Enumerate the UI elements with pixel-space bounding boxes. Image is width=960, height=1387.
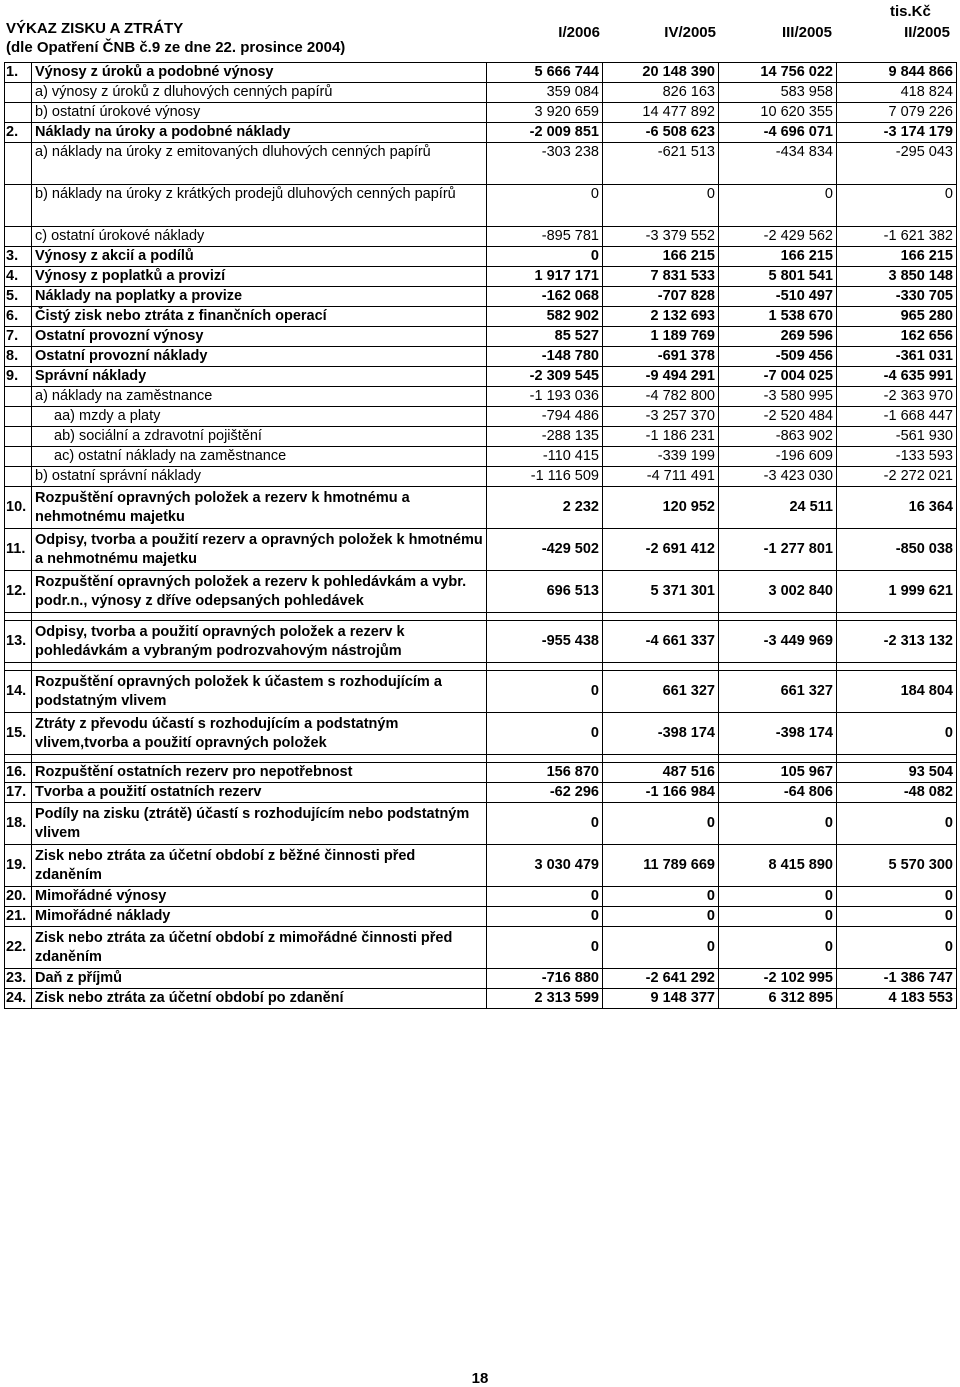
value-cell: -2 641 292 bbox=[603, 969, 719, 989]
value-cell: -1 166 984 bbox=[603, 783, 719, 803]
value-cell: 582 902 bbox=[487, 307, 603, 327]
value-cell: -3 174 179 bbox=[837, 123, 957, 143]
value-cell: 0 bbox=[603, 927, 719, 969]
row-label: Rozpuštění opravných položek a rezerv k pohledávkám a vybr. podr.n., výnosy z dříve odepsaných pohledávek bbox=[32, 571, 487, 613]
value-cell: -7 004 025 bbox=[719, 367, 837, 387]
value-cell: 0 bbox=[719, 927, 837, 969]
value-cell: -1 277 801 bbox=[719, 529, 837, 571]
row-label: b) náklady na úroky z krátkých prodejů dluhových cenných papírů bbox=[32, 185, 487, 227]
row-number: 13. bbox=[5, 621, 32, 663]
value-cell: 3 920 659 bbox=[487, 103, 603, 123]
value-cell: 5 570 300 bbox=[837, 845, 957, 887]
row-label: Výnosy z poplatků a provizí bbox=[32, 267, 487, 287]
table-row bbox=[5, 347, 957, 367]
value-cell: 2 313 599 bbox=[487, 989, 603, 1009]
row-label: c) ostatní úrokové náklady bbox=[32, 227, 487, 247]
value-cell: 0 bbox=[719, 185, 837, 227]
value-cell: -794 486 bbox=[487, 407, 603, 427]
row-number: 2. bbox=[5, 123, 32, 143]
value-cell: -1 186 231 bbox=[603, 427, 719, 447]
value-cell: 166 215 bbox=[837, 247, 957, 267]
value-cell: 0 bbox=[487, 185, 603, 227]
row-label: Zisk nebo ztráta za účetní období z běžné činnosti před zdaněním bbox=[32, 845, 487, 887]
table-row bbox=[5, 185, 957, 227]
value-cell: -295 043 bbox=[837, 143, 957, 185]
value-cell: 120 952 bbox=[603, 487, 719, 529]
row-number: 12. bbox=[5, 571, 32, 613]
table-row bbox=[5, 267, 957, 287]
page-number: 18 bbox=[471, 1370, 489, 1387]
value-cell: 418 824 bbox=[837, 83, 957, 103]
value-cell: 0 bbox=[837, 887, 957, 907]
table-row bbox=[5, 487, 957, 529]
value-cell: -1 386 747 bbox=[837, 969, 957, 989]
value-cell: 661 327 bbox=[603, 671, 719, 713]
row-label: Náklady na poplatky a provize bbox=[32, 287, 487, 307]
table-row bbox=[5, 387, 957, 407]
row-label: Daň z příjmů bbox=[32, 969, 487, 989]
row-label: Čistý zisk nebo ztráta z finančních operací bbox=[32, 307, 487, 327]
table-row bbox=[5, 407, 957, 427]
value-cell: 162 656 bbox=[837, 327, 957, 347]
value-cell: -162 068 bbox=[487, 287, 603, 307]
value-cell: 0 bbox=[719, 907, 837, 927]
row-number bbox=[5, 387, 32, 407]
row-label: b) ostatní správní náklady bbox=[32, 467, 487, 487]
value-cell: -1 193 036 bbox=[487, 387, 603, 407]
row-number bbox=[5, 407, 32, 427]
table-row bbox=[5, 887, 957, 907]
row-label: a) náklady na úroky z emitovaných dluhových cenných papírů bbox=[32, 143, 487, 185]
table-row bbox=[5, 969, 957, 989]
row-label: a) náklady na zaměstnance bbox=[32, 387, 487, 407]
spacer-row bbox=[5, 663, 957, 671]
value-cell: -1 621 382 bbox=[837, 227, 957, 247]
value-cell: -303 238 bbox=[487, 143, 603, 185]
value-cell: -4 635 991 bbox=[837, 367, 957, 387]
value-cell: 583 958 bbox=[719, 83, 837, 103]
value-cell: 166 215 bbox=[603, 247, 719, 267]
value-cell: 7 831 533 bbox=[603, 267, 719, 287]
value-cell: 0 bbox=[603, 185, 719, 227]
value-cell: -2 429 562 bbox=[719, 227, 837, 247]
row-number: 1. bbox=[5, 63, 32, 83]
table-row bbox=[5, 783, 957, 803]
row-number bbox=[5, 83, 32, 103]
value-cell: 9 148 377 bbox=[603, 989, 719, 1009]
value-cell: 696 513 bbox=[487, 571, 603, 613]
row-number: 24. bbox=[5, 989, 32, 1009]
value-cell: 487 516 bbox=[603, 763, 719, 783]
value-cell: -4 711 491 bbox=[603, 467, 719, 487]
value-cell: -2 102 995 bbox=[719, 969, 837, 989]
report-subtitle: (dle Opatření ČNB č.9 ze dne 22. prosince 2004) bbox=[6, 39, 346, 56]
value-cell: -561 930 bbox=[837, 427, 957, 447]
row-number: 18. bbox=[5, 803, 32, 845]
value-cell: -429 502 bbox=[487, 529, 603, 571]
value-cell: -133 593 bbox=[837, 447, 957, 467]
value-cell: -62 296 bbox=[487, 783, 603, 803]
table-row bbox=[5, 63, 957, 83]
value-cell: 2 132 693 bbox=[603, 307, 719, 327]
row-label: Ostatní provozní výnosy bbox=[32, 327, 487, 347]
value-cell: -148 780 bbox=[487, 347, 603, 367]
value-cell: 661 327 bbox=[719, 671, 837, 713]
row-label: Výnosy z akcií a podílů bbox=[32, 247, 487, 267]
value-cell: -510 497 bbox=[719, 287, 837, 307]
table-row bbox=[5, 427, 957, 447]
value-cell: 184 804 bbox=[837, 671, 957, 713]
row-number: 19. bbox=[5, 845, 32, 887]
value-cell: -3 423 030 bbox=[719, 467, 837, 487]
column-header-3: III/2005 bbox=[781, 24, 832, 41]
value-cell: 0 bbox=[487, 671, 603, 713]
row-number: 21. bbox=[5, 907, 32, 927]
value-cell: 5 371 301 bbox=[603, 571, 719, 613]
value-cell: -1 116 509 bbox=[487, 467, 603, 487]
value-cell: 156 870 bbox=[487, 763, 603, 783]
row-label: Odpisy, tvorba a použití opravných položek a rezerv k pohledávkám a vybraným podrozvahovým nástrojům bbox=[32, 621, 487, 663]
row-label: Mimořádné výnosy bbox=[32, 887, 487, 907]
value-cell: -2 309 545 bbox=[487, 367, 603, 387]
row-number: 5. bbox=[5, 287, 32, 307]
row-number: 16. bbox=[5, 763, 32, 783]
value-cell: 14 756 022 bbox=[719, 63, 837, 83]
table-row bbox=[5, 713, 957, 755]
value-cell: -64 806 bbox=[719, 783, 837, 803]
table-row bbox=[5, 327, 957, 347]
row-label: ac) ostatní náklady na zaměstnance bbox=[32, 447, 487, 467]
value-cell: 826 163 bbox=[603, 83, 719, 103]
value-cell: -110 415 bbox=[487, 447, 603, 467]
row-number: 17. bbox=[5, 783, 32, 803]
value-cell: -691 378 bbox=[603, 347, 719, 367]
value-cell: 2 232 bbox=[487, 487, 603, 529]
value-cell: 0 bbox=[719, 887, 837, 907]
value-cell: 4 183 553 bbox=[837, 989, 957, 1009]
row-number: 8. bbox=[5, 347, 32, 367]
value-cell: -3 257 370 bbox=[603, 407, 719, 427]
value-cell: -2 691 412 bbox=[603, 529, 719, 571]
row-number bbox=[5, 143, 32, 185]
row-label: b) ostatní úrokové výnosy bbox=[32, 103, 487, 123]
value-cell: -4 782 800 bbox=[603, 387, 719, 407]
value-cell: 3 850 148 bbox=[837, 267, 957, 287]
profit-loss-table bbox=[4, 62, 957, 1009]
value-cell: 0 bbox=[487, 713, 603, 755]
value-cell: -955 438 bbox=[487, 621, 603, 663]
value-cell: 5 666 744 bbox=[487, 63, 603, 83]
table-row bbox=[5, 529, 957, 571]
row-number: 6. bbox=[5, 307, 32, 327]
value-cell: -3 580 995 bbox=[719, 387, 837, 407]
value-cell: -1 668 447 bbox=[837, 407, 957, 427]
row-label: Zisk nebo ztráta za účetní období po zdanění bbox=[32, 989, 487, 1009]
value-cell: -339 199 bbox=[603, 447, 719, 467]
value-cell: 0 bbox=[603, 887, 719, 907]
row-label: a) výnosy z úroků z dluhových cenných papírů bbox=[32, 83, 487, 103]
value-cell: 16 364 bbox=[837, 487, 957, 529]
table-row bbox=[5, 803, 957, 845]
row-number bbox=[5, 447, 32, 467]
table-row bbox=[5, 989, 957, 1009]
value-cell: -621 513 bbox=[603, 143, 719, 185]
value-cell: -2 272 021 bbox=[837, 467, 957, 487]
value-cell: 0 bbox=[487, 247, 603, 267]
row-label: Správní náklady bbox=[32, 367, 487, 387]
value-cell: -3 449 969 bbox=[719, 621, 837, 663]
table-row bbox=[5, 845, 957, 887]
row-number bbox=[5, 103, 32, 123]
value-cell: 359 084 bbox=[487, 83, 603, 103]
value-cell: 1 189 769 bbox=[603, 327, 719, 347]
value-cell: 10 620 355 bbox=[719, 103, 837, 123]
table-row bbox=[5, 367, 957, 387]
value-cell: 3 030 479 bbox=[487, 845, 603, 887]
row-number: 10. bbox=[5, 487, 32, 529]
value-cell: -509 456 bbox=[719, 347, 837, 367]
value-cell: 8 415 890 bbox=[719, 845, 837, 887]
column-header-2: IV/2005 bbox=[664, 24, 716, 41]
table-row bbox=[5, 621, 957, 663]
unit-label: tis.Kč bbox=[890, 3, 931, 20]
row-label: Tvorba a použití ostatních rezerv bbox=[32, 783, 487, 803]
report-title: VÝKAZ ZISKU A ZTRÁTY bbox=[6, 20, 184, 37]
value-cell: -398 174 bbox=[719, 713, 837, 755]
table-row bbox=[5, 103, 957, 123]
value-cell: 93 504 bbox=[837, 763, 957, 783]
value-cell: -48 082 bbox=[837, 783, 957, 803]
column-header-4: II/2005 bbox=[904, 24, 950, 41]
row-number: 7. bbox=[5, 327, 32, 347]
table-row bbox=[5, 123, 957, 143]
value-cell: 0 bbox=[487, 803, 603, 845]
table-row bbox=[5, 671, 957, 713]
row-label: ab) sociální a zdravotní pojištění bbox=[32, 427, 487, 447]
value-cell: 0 bbox=[487, 907, 603, 927]
row-number: 20. bbox=[5, 887, 32, 907]
row-number: 15. bbox=[5, 713, 32, 755]
table-row bbox=[5, 83, 957, 103]
value-cell: -288 135 bbox=[487, 427, 603, 447]
row-label: Výnosy z úroků a podobné výnosy bbox=[32, 63, 487, 83]
row-number bbox=[5, 467, 32, 487]
row-label: Ostatní provozní náklady bbox=[32, 347, 487, 367]
row-number bbox=[5, 427, 32, 447]
value-cell: -398 174 bbox=[603, 713, 719, 755]
row-number: 14. bbox=[5, 671, 32, 713]
row-number: 22. bbox=[5, 927, 32, 969]
value-cell: 105 967 bbox=[719, 763, 837, 783]
value-cell: 11 789 669 bbox=[603, 845, 719, 887]
value-cell: 166 215 bbox=[719, 247, 837, 267]
value-cell: 0 bbox=[719, 803, 837, 845]
row-label: Ztráty z převodu účastí s rozhodujícím a podstatným vlivem,tvorba a použití opravných položek bbox=[32, 713, 487, 755]
value-cell: 0 bbox=[487, 927, 603, 969]
table-row bbox=[5, 763, 957, 783]
value-cell: -2 009 851 bbox=[487, 123, 603, 143]
value-cell: 0 bbox=[837, 803, 957, 845]
value-cell: -2 313 132 bbox=[837, 621, 957, 663]
table-row bbox=[5, 447, 957, 467]
table-row bbox=[5, 571, 957, 613]
spacer-row bbox=[5, 755, 957, 763]
table-row bbox=[5, 307, 957, 327]
value-cell: 0 bbox=[837, 713, 957, 755]
row-number: 23. bbox=[5, 969, 32, 989]
row-label: aa) mzdy a platy bbox=[32, 407, 487, 427]
value-cell: -4 696 071 bbox=[719, 123, 837, 143]
value-cell: -850 038 bbox=[837, 529, 957, 571]
table-row bbox=[5, 287, 957, 307]
value-cell: 20 148 390 bbox=[603, 63, 719, 83]
value-cell: 0 bbox=[837, 185, 957, 227]
value-cell: 6 312 895 bbox=[719, 989, 837, 1009]
column-header-1: I/2006 bbox=[558, 24, 600, 41]
value-cell: 0 bbox=[837, 927, 957, 969]
row-label: Zisk nebo ztráta za účetní období z mimořádné činnosti před zdaněním bbox=[32, 927, 487, 969]
value-cell: 0 bbox=[603, 803, 719, 845]
row-label: Rozpuštění opravných položek a rezerv k hmotnému a nehmotnému majetku bbox=[32, 487, 487, 529]
value-cell: -361 031 bbox=[837, 347, 957, 367]
value-cell: 965 280 bbox=[837, 307, 957, 327]
value-cell: 0 bbox=[603, 907, 719, 927]
value-cell: 5 801 541 bbox=[719, 267, 837, 287]
row-label: Podíly na zisku (ztrátě) účastí s rozhodujícím nebo podstatným vlivem bbox=[32, 803, 487, 845]
row-number: 11. bbox=[5, 529, 32, 571]
row-number: 9. bbox=[5, 367, 32, 387]
row-number bbox=[5, 185, 32, 227]
value-cell: -707 828 bbox=[603, 287, 719, 307]
value-cell: -9 494 291 bbox=[603, 367, 719, 387]
row-label: Rozpuštění opravných položek k účastem s rozhodujícím a podstatným vlivem bbox=[32, 671, 487, 713]
row-label: Rozpuštění ostatních rezerv pro nepotřebnost bbox=[32, 763, 487, 783]
value-cell: 3 002 840 bbox=[719, 571, 837, 613]
value-cell: 9 844 866 bbox=[837, 63, 957, 83]
row-number bbox=[5, 227, 32, 247]
value-cell: 1 917 171 bbox=[487, 267, 603, 287]
value-cell: -4 661 337 bbox=[603, 621, 719, 663]
value-cell: -330 705 bbox=[837, 287, 957, 307]
value-cell: -716 880 bbox=[487, 969, 603, 989]
value-cell: 0 bbox=[487, 887, 603, 907]
row-label: Náklady na úroky a podobné náklady bbox=[32, 123, 487, 143]
value-cell: 269 596 bbox=[719, 327, 837, 347]
value-cell: -863 902 bbox=[719, 427, 837, 447]
table-row bbox=[5, 247, 957, 267]
row-label: Odpisy, tvorba a použití rezerv a opravných položek k hmotnému a nehmotnému majetku bbox=[32, 529, 487, 571]
row-label: Mimořádné náklady bbox=[32, 907, 487, 927]
value-cell: -196 609 bbox=[719, 447, 837, 467]
value-cell: -434 834 bbox=[719, 143, 837, 185]
value-cell: -895 781 bbox=[487, 227, 603, 247]
spacer-row bbox=[5, 613, 957, 621]
value-cell: 1 999 621 bbox=[837, 571, 957, 613]
table-row bbox=[5, 907, 957, 927]
table-row bbox=[5, 467, 957, 487]
value-cell: 7 079 226 bbox=[837, 103, 957, 123]
table-row bbox=[5, 227, 957, 247]
value-cell: -2 363 970 bbox=[837, 387, 957, 407]
value-cell: 24 511 bbox=[719, 487, 837, 529]
value-cell: 0 bbox=[837, 907, 957, 927]
value-cell: -3 379 552 bbox=[603, 227, 719, 247]
value-cell: 14 477 892 bbox=[603, 103, 719, 123]
row-number: 3. bbox=[5, 247, 32, 267]
value-cell: 1 538 670 bbox=[719, 307, 837, 327]
value-cell: -6 508 623 bbox=[603, 123, 719, 143]
table-row bbox=[5, 927, 957, 969]
table-row bbox=[5, 143, 957, 185]
row-number: 4. bbox=[5, 267, 32, 287]
value-cell: -2 520 484 bbox=[719, 407, 837, 427]
value-cell: 85 527 bbox=[487, 327, 603, 347]
